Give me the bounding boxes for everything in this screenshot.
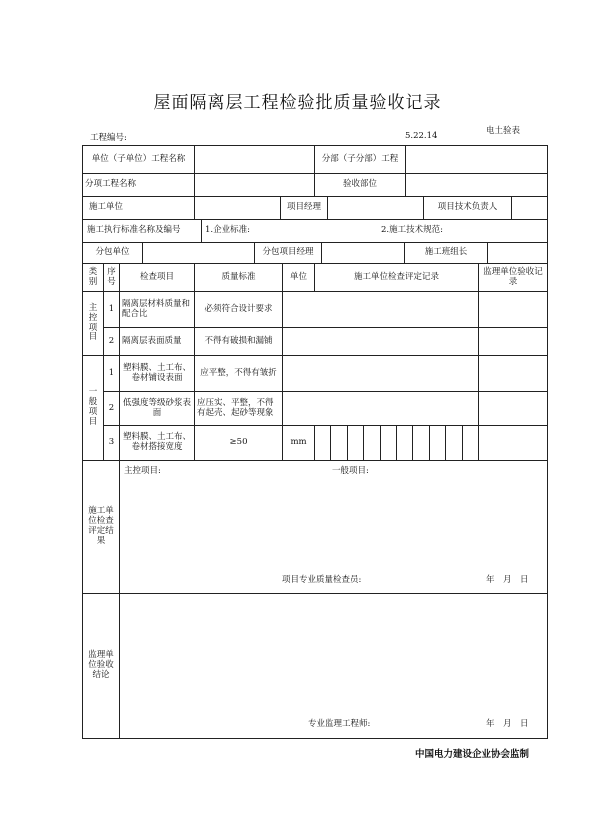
measurement-cell[interactable] xyxy=(315,426,330,460)
measurement-cell[interactable] xyxy=(380,426,396,460)
sub-pm-label: 分包项目经理 xyxy=(255,243,322,263)
main-item-seq: 2 xyxy=(104,328,120,356)
main-item-standard: 必须符合设计要求 xyxy=(195,292,283,328)
project-manager-value[interactable] xyxy=(328,197,424,219)
subitem-value[interactable] xyxy=(195,174,315,197)
measurement-cell[interactable] xyxy=(396,426,412,460)
accept-part-label: 验收部位 xyxy=(315,174,406,196)
main-item-seq: 1 xyxy=(104,292,120,328)
general-item-unit: mm xyxy=(283,426,315,461)
general-item-seq: 2 xyxy=(104,392,120,426)
team-leader-label: 施工班组长 xyxy=(405,243,488,263)
construction-unit-value[interactable] xyxy=(195,197,281,219)
construction-eval-area[interactable] xyxy=(120,461,548,594)
main-item-standard: 不得有破损和漏铺 xyxy=(195,328,283,356)
general-item-name: 塑料膜、土工布、卷材搭接宽度 xyxy=(120,426,195,461)
col-item: 检查项目 xyxy=(120,264,195,292)
col-category: 类别 xyxy=(83,264,104,292)
supervision-eval-area[interactable] xyxy=(120,594,548,739)
tech-lead-label: 项目技术负责人 xyxy=(424,197,512,219)
form-number: 5.22.14 xyxy=(405,131,438,141)
construction-date: 年 月 日 xyxy=(486,575,529,585)
general-item-name: 低强度等级砂浆表面 xyxy=(120,392,195,426)
general-item-supervise[interactable] xyxy=(479,426,548,461)
main-control-label: 主控项目 xyxy=(83,292,104,356)
general-item-seq: 1 xyxy=(104,356,120,392)
inspection-record-table xyxy=(82,145,548,739)
general-label: 一般项目 xyxy=(83,356,104,461)
general-item-record[interactable] xyxy=(283,392,479,426)
supervision-engineer-label: 专业监理工程师: xyxy=(308,719,371,729)
subdivision-value[interactable] xyxy=(406,146,547,173)
tech-spec-label: 2.施工技术规范: xyxy=(381,225,443,236)
measurement-cell[interactable] xyxy=(330,426,346,460)
unit-project-label: 单位（子单位）工程名称 xyxy=(83,146,195,174)
construction-unit-label: 施工单位 xyxy=(83,197,195,220)
general-item-standard: 应压实、平整，不得有起壳、起砂等现象 xyxy=(195,392,283,426)
col-supervise: 监理单位验收记录 xyxy=(479,264,548,292)
general-item-supervise[interactable] xyxy=(479,356,548,392)
page-title: 屋面隔离层工程检验批质量验收记录 xyxy=(153,93,442,113)
general-item-record[interactable] xyxy=(283,356,479,392)
measurement-cell[interactable] xyxy=(347,426,363,460)
general-item-seq: 3 xyxy=(104,426,120,461)
subcontract-unit-value[interactable] xyxy=(143,243,255,263)
supervision-date: 年 月 日 xyxy=(486,719,529,729)
general-item-standard: 应平整，不得有皱折 xyxy=(195,356,283,392)
unit-project-value[interactable] xyxy=(195,146,315,174)
measurement-grid[interactable] xyxy=(315,426,479,461)
measurement-cell[interactable] xyxy=(445,426,461,460)
col-standard: 质量标准 xyxy=(195,264,283,292)
measurement-cell[interactable] xyxy=(412,426,428,460)
col-seq: 序号 xyxy=(104,264,120,292)
main-item-supervise[interactable] xyxy=(479,328,548,356)
measurement-cell[interactable] xyxy=(363,426,379,460)
subdivision-label: 分部（子分部）工程 xyxy=(315,146,406,173)
col-record: 施工单位检查评定记录 xyxy=(315,264,479,292)
tech-lead-value[interactable] xyxy=(512,197,547,219)
measurement-cell[interactable] xyxy=(462,426,478,460)
construction-eval-label: 施工单位检查评定结果 xyxy=(83,461,120,594)
general-item-standard: ≥50 xyxy=(195,426,283,461)
construction-general-label: 一般项目: xyxy=(332,466,369,476)
standard-label: 施工执行标准名称及编号 xyxy=(83,220,202,242)
measurement-cell[interactable] xyxy=(429,426,445,460)
general-item-name: 塑料膜、土工布、卷材铺设表面 xyxy=(120,356,195,392)
accept-part-value[interactable] xyxy=(406,174,547,196)
project-manager-label: 项目经理 xyxy=(281,197,328,219)
general-item-supervise[interactable] xyxy=(479,392,548,426)
subitem-label: 分项工程名称 xyxy=(83,174,195,197)
main-item-record[interactable] xyxy=(283,328,479,356)
main-item-name: 隔离层材料质量和配合比 xyxy=(120,292,195,328)
team-leader-value[interactable] xyxy=(488,243,547,263)
sub-pm-value[interactable] xyxy=(322,243,405,263)
main-item-supervise[interactable] xyxy=(479,292,548,328)
project-no-label: 工程编号: xyxy=(90,133,127,143)
enterprise-standard-label: 1.企业标准: xyxy=(205,225,250,236)
footer-issuer: 中国电力建设企业协会监制 xyxy=(414,749,529,760)
supervision-eval-label: 监理单位验收结论 xyxy=(83,594,120,739)
main-item-record[interactable] xyxy=(283,292,479,328)
main-item-name: 隔离层表面质量 xyxy=(120,328,195,356)
subcontract-unit-label: 分包单位 xyxy=(83,243,143,263)
construction-main-label: 主控项目: xyxy=(124,466,161,476)
form-code: 电土验表 xyxy=(486,126,521,136)
col-unit: 单位 xyxy=(283,264,315,292)
quality-inspector-label: 项目专业质量检查员: xyxy=(282,575,362,585)
